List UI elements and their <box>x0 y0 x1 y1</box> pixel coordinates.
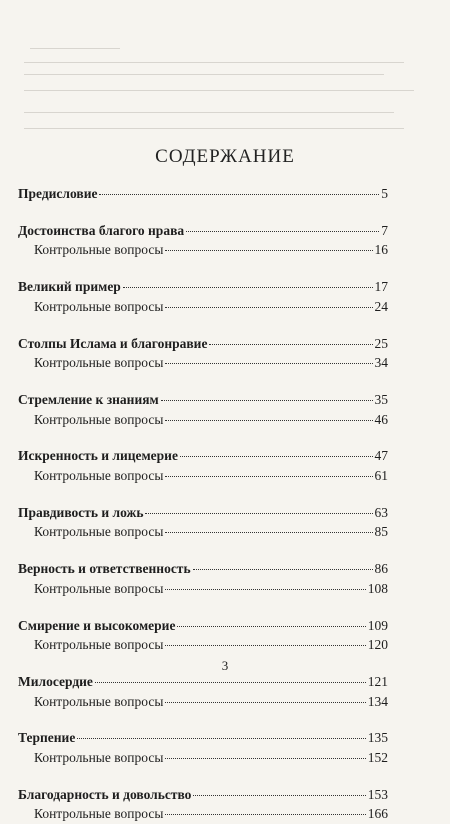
toc-subentry[interactable] <box>18 635 388 655</box>
dot-leader <box>177 626 365 627</box>
toc-entry[interactable] <box>18 390 388 410</box>
toc-subentry-title: Контрольные вопросы <box>34 467 164 483</box>
toc-entry[interactable] <box>18 334 388 354</box>
dot-leader <box>186 231 379 232</box>
dot-leader <box>165 589 365 590</box>
toc-entry-page: 121 <box>367 674 388 690</box>
toc-entry-title: Смирение и высокомерие <box>18 617 176 633</box>
toc-subentry[interactable] <box>18 692 388 712</box>
toc-subentry-title: Контрольные вопросы <box>34 355 164 371</box>
dot-leader <box>165 363 372 364</box>
toc-entry-page: 135 <box>367 730 388 746</box>
toc-entry-title: Великий пример <box>18 279 121 295</box>
toc-subentry[interactable] <box>18 353 388 373</box>
toc-entry-page: 47 <box>374 448 388 464</box>
toc-entry[interactable] <box>18 184 388 204</box>
toc-entry[interactable] <box>18 559 388 579</box>
dot-leader <box>165 420 372 421</box>
toc-entry-title: Милосердие <box>18 674 93 690</box>
toc-subentry-title: Контрольные вопросы <box>34 298 164 314</box>
toc-entry-page: 109 <box>367 617 388 633</box>
dot-leader <box>165 476 372 477</box>
dot-leader <box>165 702 365 703</box>
toc-entry-page: 25 <box>374 335 388 351</box>
dot-leader <box>180 456 373 457</box>
dot-leader <box>165 532 372 533</box>
dot-leader <box>165 758 365 759</box>
dot-leader <box>165 250 372 251</box>
toc-subentry[interactable] <box>18 240 388 260</box>
toc-entry[interactable] <box>18 446 388 466</box>
dot-leader <box>161 400 373 401</box>
toc-subentry-page: 85 <box>374 524 388 540</box>
toc-entry[interactable] <box>18 221 388 241</box>
toc-subentry-page: 134 <box>367 693 388 709</box>
toc-subentry[interactable] <box>18 466 388 486</box>
dot-leader <box>193 795 365 796</box>
toc-entry-title: Терпение <box>18 730 76 746</box>
toc-subentry[interactable] <box>18 579 388 599</box>
toc-subentry-page: 16 <box>374 242 388 258</box>
page-title: СОДЕРЖАНИЕ <box>155 146 295 167</box>
dot-leader <box>95 682 366 683</box>
toc-entry-page: 7 <box>381 222 388 238</box>
toc-subentry[interactable] <box>18 297 388 317</box>
toc-subentry-page: 120 <box>367 637 388 653</box>
toc-entry[interactable] <box>18 616 388 636</box>
page-number: 3 <box>221 658 229 673</box>
dot-leader <box>123 287 373 288</box>
toc-subentry[interactable] <box>18 522 388 542</box>
toc-subentry-title: Контрольные вопросы <box>34 242 164 258</box>
dot-leader <box>165 307 372 308</box>
dot-leader <box>165 645 365 646</box>
toc-subentry-page: 46 <box>374 411 388 427</box>
dot-leader <box>193 569 373 570</box>
toc-subentry-title: Контрольные вопросы <box>34 524 164 540</box>
toc-subentry-title: Контрольные вопросы <box>34 806 164 822</box>
toc-entry-page: 35 <box>374 392 388 408</box>
toc-subentry-page: 34 <box>374 355 388 371</box>
toc-entry[interactable] <box>18 277 388 297</box>
toc-subentry[interactable] <box>18 804 388 824</box>
toc-entry[interactable] <box>18 503 388 523</box>
toc-entry-page: 5 <box>381 186 388 201</box>
dot-leader <box>145 513 372 514</box>
toc-entry[interactable] <box>18 728 388 748</box>
dot-leader <box>77 738 365 739</box>
toc-subentry-page: 166 <box>367 806 388 822</box>
toc-entry[interactable] <box>18 672 388 692</box>
toc-entry-page: 153 <box>367 786 388 802</box>
toc-entry-page: 17 <box>374 279 388 295</box>
toc-subentry-page: 152 <box>367 749 388 765</box>
toc-entry-title: Правдивость и ложь <box>18 504 144 520</box>
dot-leader <box>209 344 372 345</box>
toc-entry-page: 86 <box>374 561 388 577</box>
toc-entry-title: Искренность и лицемерие <box>18 448 178 464</box>
toc-entry-title: Столпы Ислама и благонравие <box>18 335 208 351</box>
toc-subentry-page: 61 <box>374 467 388 483</box>
toc-subentry-title: Контрольные вопросы <box>34 580 164 596</box>
toc-entry-title: Предисловие <box>18 186 98 201</box>
toc-entry-title: Благодарность и довольство <box>18 786 192 802</box>
table-of-contents <box>18 184 388 824</box>
toc-subentry[interactable] <box>18 748 388 768</box>
toc-subentry-page: 24 <box>374 298 388 314</box>
toc-entry-title: Верность и ответственность <box>18 561 191 577</box>
toc-subentry-title: Контрольные вопросы <box>34 411 164 427</box>
toc-subentry-title: Контрольные вопросы <box>34 693 164 709</box>
dot-leader <box>99 194 379 195</box>
toc-subentry-title: Контрольные вопросы <box>34 637 164 653</box>
toc-entry-page: 63 <box>374 504 388 520</box>
toc-subentry[interactable] <box>18 410 388 430</box>
toc-entry-title: Стремление к знаниям <box>18 392 159 408</box>
toc-subentry-title: Контрольные вопросы <box>34 749 164 765</box>
toc-subentry-page: 108 <box>367 580 388 596</box>
toc-entry-title: Достоинства благого нрава <box>18 222 185 238</box>
toc-entry[interactable] <box>18 785 388 805</box>
dot-leader <box>165 814 365 815</box>
